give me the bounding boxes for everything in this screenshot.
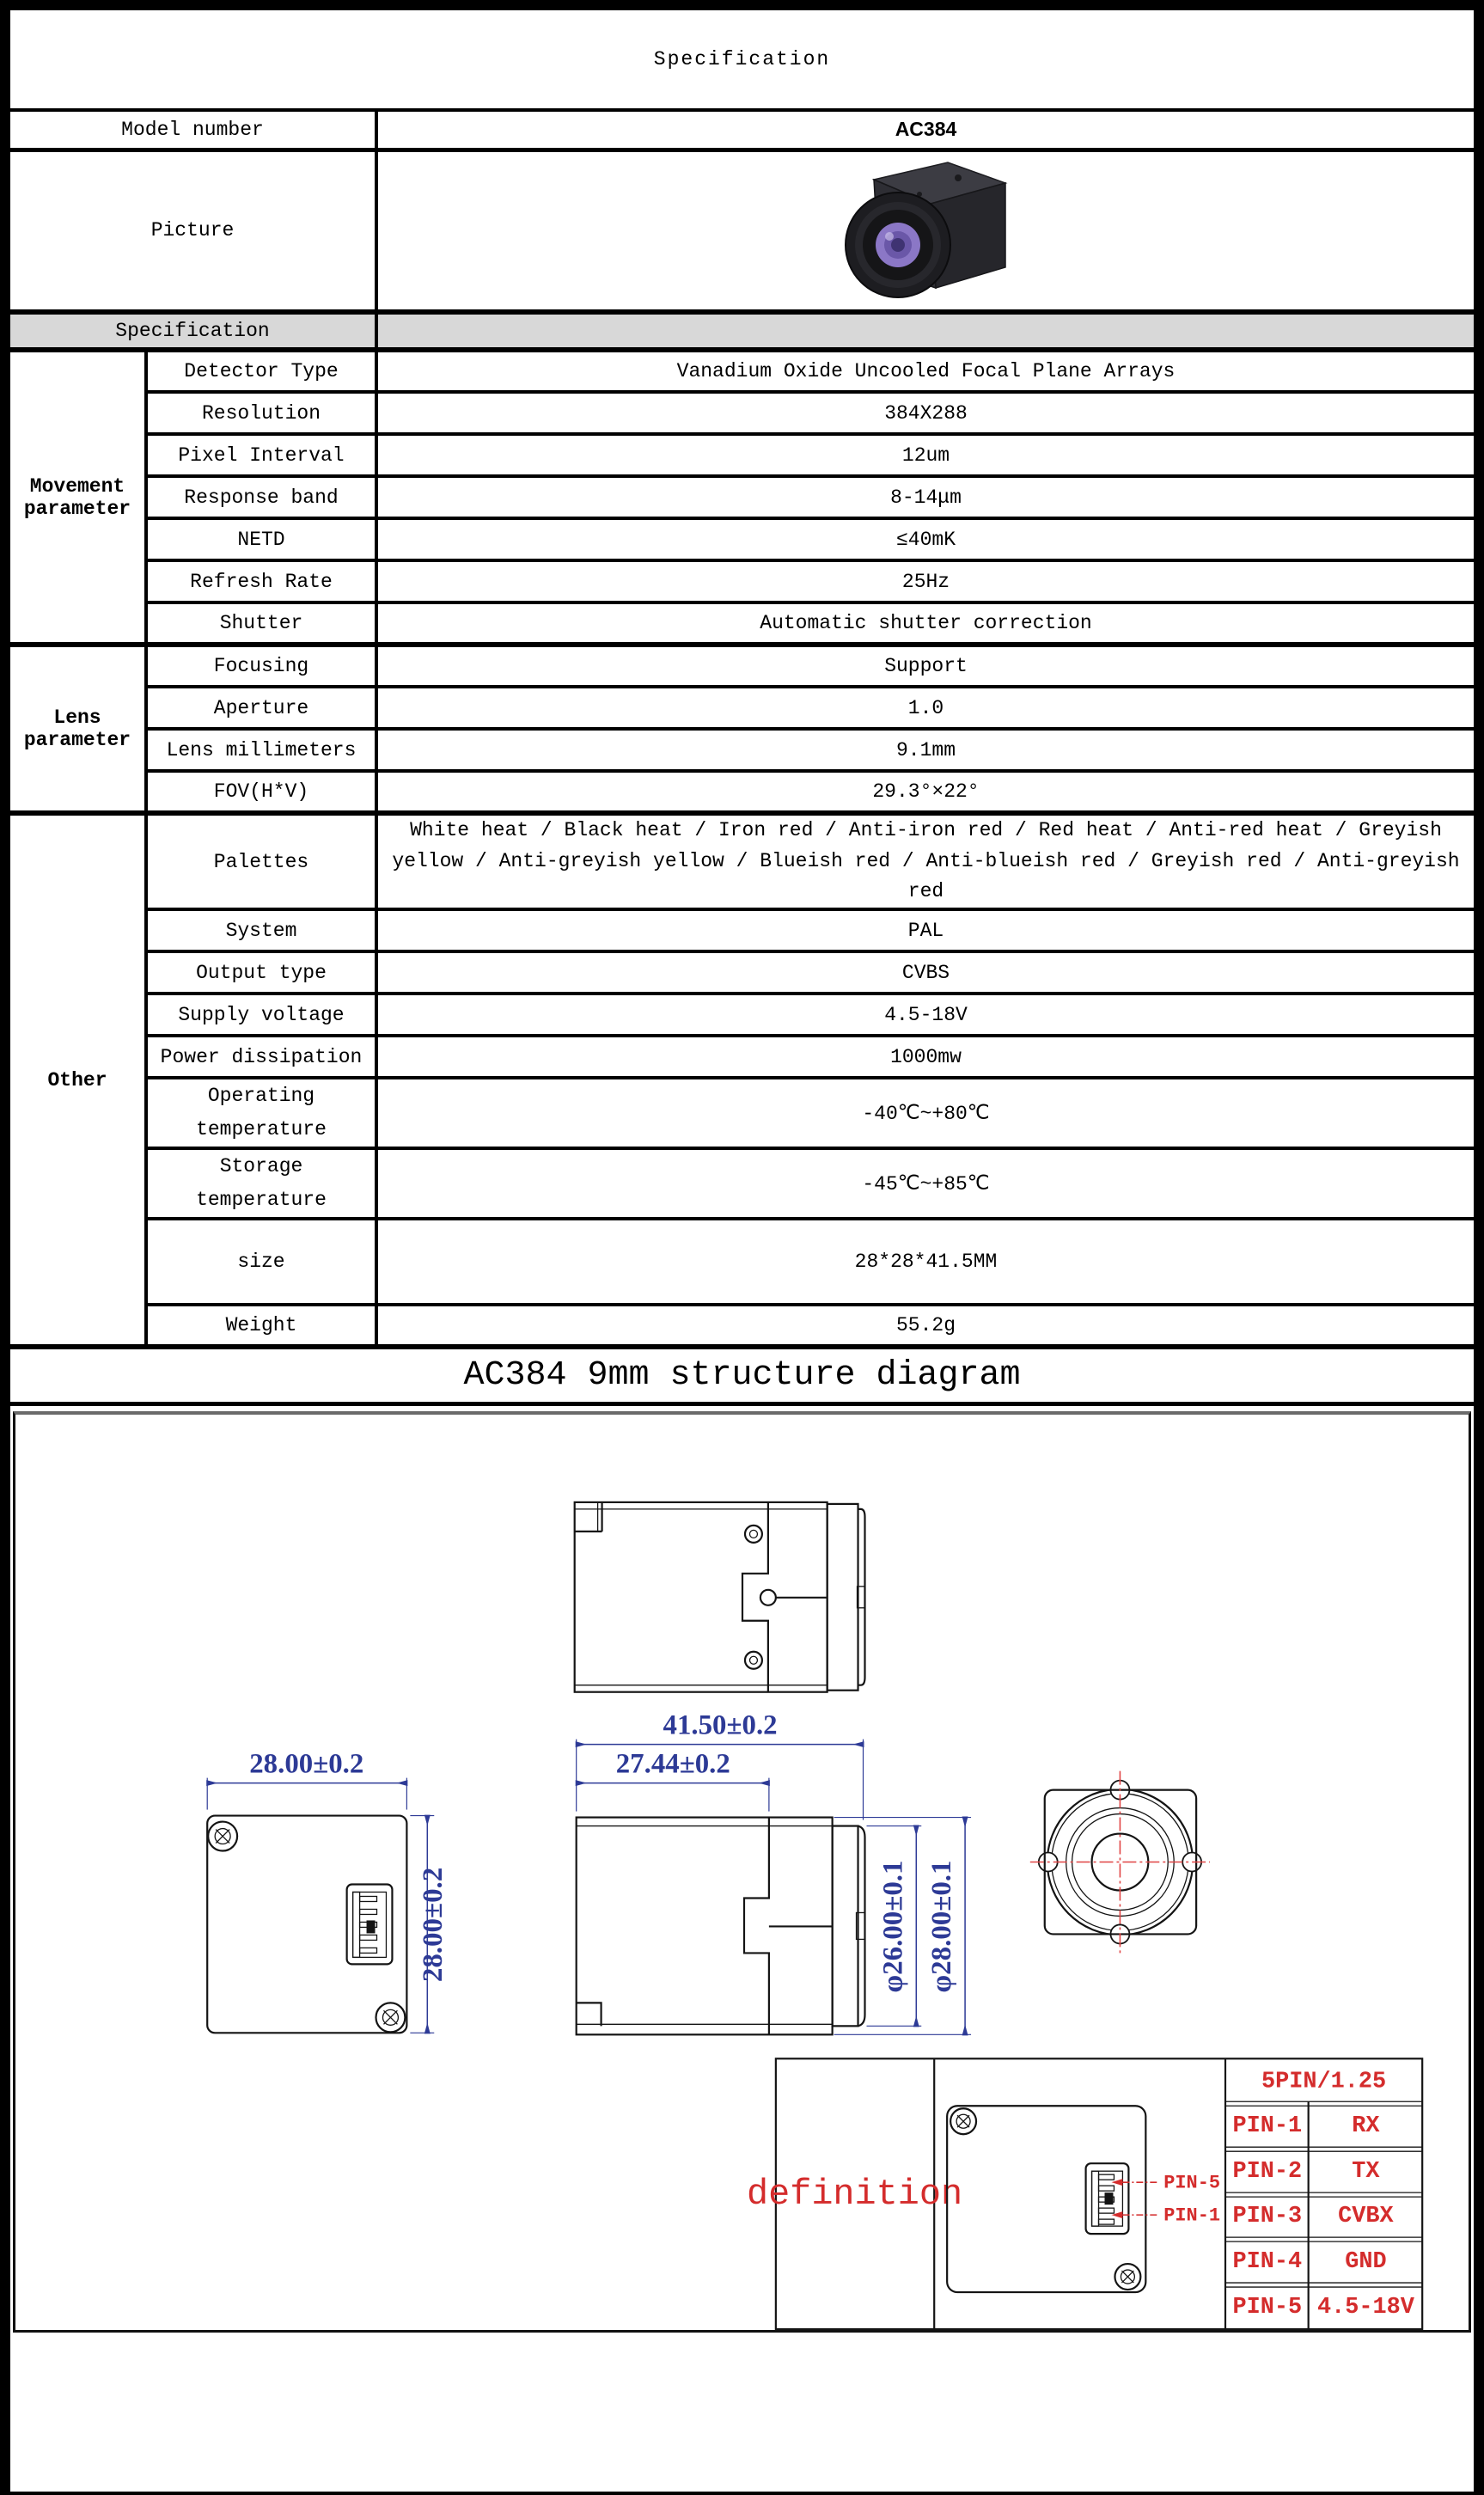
arrow-icon xyxy=(1111,2211,1122,2218)
top-view-drawing xyxy=(575,1502,865,1692)
dim-width: 28.00±0.2 xyxy=(249,1748,364,1780)
param-value: Automatic shutter correction xyxy=(376,602,1475,645)
table-row xyxy=(9,729,1475,771)
param-label: Lens millimeters xyxy=(146,729,376,771)
specification-section-row xyxy=(9,312,1475,350)
param-label: Operating temperature xyxy=(146,1078,376,1148)
param-value: 8-14μm xyxy=(376,476,1475,518)
model-number-value: AC384 xyxy=(376,110,1475,150)
table-row xyxy=(9,518,1475,560)
param-label: Focusing xyxy=(146,645,376,687)
screw-hole-icon xyxy=(745,1652,762,1669)
table-row xyxy=(9,434,1475,476)
group-movement-parameter: Movement parameter xyxy=(9,350,146,645)
dim-lens-outer: φ28.00±0.1 xyxy=(926,1860,958,1993)
specification-table xyxy=(7,7,1477,2495)
table-row xyxy=(9,994,1475,1036)
table-row xyxy=(9,560,1475,602)
title-row xyxy=(9,9,1475,110)
pin-name: PIN-2 xyxy=(1232,2159,1303,2186)
specification-section-spacer xyxy=(376,312,1475,350)
structure-diagram xyxy=(15,1415,1469,2330)
model-number-label: Model number xyxy=(9,110,376,150)
param-value: -40℃~+80℃ xyxy=(376,1078,1475,1148)
param-value: 384X288 xyxy=(376,392,1475,434)
table-row xyxy=(9,392,1475,434)
dim-body-length: 27.44±0.2 xyxy=(615,1748,730,1780)
param-label: Resolution xyxy=(146,392,376,434)
group-other: Other xyxy=(9,813,146,1347)
picture-label: Picture xyxy=(9,150,376,312)
table-row xyxy=(9,645,1475,687)
param-value: 29.3°×22° xyxy=(376,771,1475,813)
param-label: size xyxy=(146,1219,376,1305)
rear-panel-view-drawing xyxy=(207,1815,406,2033)
param-label: Response band xyxy=(146,476,376,518)
param-label: FOV(H*V) xyxy=(146,771,376,813)
param-label: System xyxy=(146,909,376,951)
model-row xyxy=(9,110,1475,150)
param-label: Supply voltage xyxy=(146,994,376,1036)
table-row xyxy=(9,687,1475,729)
pin-name: PIN-5 xyxy=(1232,2294,1303,2321)
pin-signal: GND xyxy=(1345,2248,1387,2275)
structure-diagram-cell xyxy=(9,1403,1475,2493)
connector-type-header: 5PIN/1.25 xyxy=(1261,2069,1387,2095)
param-label: Storage temperature xyxy=(146,1148,376,1219)
param-value: PAL xyxy=(376,909,1475,951)
param-value: 1000mw xyxy=(376,1036,1475,1078)
diagram-row xyxy=(9,1403,1475,2493)
side-view-drawing xyxy=(577,1817,865,2034)
table-row xyxy=(9,1219,1475,1305)
dim-height: 28.00±0.2 xyxy=(418,1867,449,1983)
param-value: -45℃~+85℃ xyxy=(376,1148,1475,1219)
param-label: Palettes xyxy=(146,813,376,909)
param-value: 12um xyxy=(376,434,1475,476)
param-label: Pixel Interval xyxy=(146,434,376,476)
table-row xyxy=(9,350,1475,392)
page-title: Specification xyxy=(9,9,1475,110)
dim-lens-inner: φ26.00±0.1 xyxy=(877,1860,909,1993)
callout-pin5: PIN-5 xyxy=(1163,2172,1221,2194)
param-value: 25Hz xyxy=(376,560,1475,602)
param-label: Shutter xyxy=(146,602,376,645)
table-row xyxy=(9,951,1475,994)
param-label: Output type xyxy=(146,951,376,994)
param-value: 28*28*41.5MM xyxy=(376,1219,1475,1305)
diagram-title-row xyxy=(9,1347,1475,1403)
param-label: Power dissipation xyxy=(146,1036,376,1078)
back-view-drawing xyxy=(947,2106,1220,2292)
pin-name: PIN-3 xyxy=(1232,2203,1303,2230)
param-value: 4.5-18V xyxy=(376,994,1475,1036)
param-label: Aperture xyxy=(146,687,376,729)
pin-definition-table xyxy=(747,2058,1422,2329)
param-value: CVBS xyxy=(376,951,1475,994)
param-value: White heat / Black heat / Iron red / Anti-iron red / Red heat / Anti-red heat / Greyish yellow / Anti-greyish yellow / Blueish red / Anti-blueish red / Greyish red / Anti-greyish red xyxy=(376,813,1475,909)
definition-label: definition xyxy=(747,2173,963,2216)
pin-signal: 4.5-18V xyxy=(1316,2294,1414,2321)
param-label: Detector Type xyxy=(146,350,376,392)
table-row xyxy=(9,1078,1475,1148)
param-value: 1.0 xyxy=(376,687,1475,729)
connector-icon xyxy=(347,1884,393,1964)
param-label: NETD xyxy=(146,518,376,560)
table-row xyxy=(9,771,1475,813)
table-row xyxy=(9,1305,1475,1347)
param-value: Vanadium Oxide Uncooled Focal Plane Arrays xyxy=(376,350,1475,392)
param-value: Support xyxy=(376,645,1475,687)
group-lens-parameter: Lens parameter xyxy=(9,645,146,813)
table-row xyxy=(9,909,1475,951)
screw-hole-icon xyxy=(745,1526,762,1543)
dimension-annotations xyxy=(207,1709,971,2034)
pin-name: PIN-4 xyxy=(1232,2248,1303,2275)
param-label: Weight xyxy=(146,1305,376,1347)
diagram-title: AC384 9mm structure diagram xyxy=(9,1347,1475,1403)
table-row xyxy=(9,1036,1475,1078)
lens-front-view-drawing xyxy=(1030,1770,1210,1953)
callout-pin1: PIN-1 xyxy=(1163,2205,1221,2227)
structure-diagram-box xyxy=(13,1411,1471,2333)
table-row xyxy=(9,1148,1475,1219)
param-value: 9.1mm xyxy=(376,729,1475,771)
param-label: Refresh Rate xyxy=(146,560,376,602)
picture-row xyxy=(9,150,1475,312)
dim-total-length: 41.50±0.2 xyxy=(663,1709,778,1741)
camera-photo xyxy=(829,154,1023,307)
pin-name: PIN-1 xyxy=(1232,2113,1303,2140)
specification-section-label: Specification xyxy=(9,312,376,350)
table-row xyxy=(9,476,1475,518)
pin-signal: RX xyxy=(1352,2113,1380,2140)
pin-signal: TX xyxy=(1352,2159,1380,2186)
param-value: ≤40mK xyxy=(376,518,1475,560)
table-row xyxy=(9,602,1475,645)
pin-signal: CVBX xyxy=(1338,2203,1394,2230)
param-value: 55.2g xyxy=(376,1305,1475,1347)
table-row xyxy=(9,813,1475,909)
picture-cell xyxy=(376,150,1475,312)
connector-icon xyxy=(1086,2163,1129,2234)
